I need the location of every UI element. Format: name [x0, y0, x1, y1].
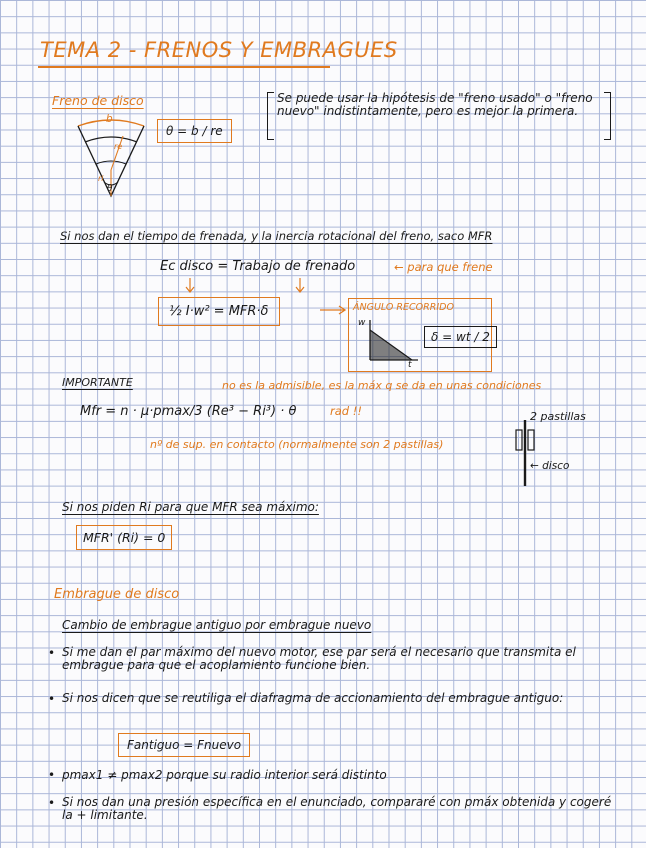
bullet-dot: •	[48, 646, 56, 660]
disco-label: ← disco	[530, 460, 570, 472]
fig-label-re: re	[114, 142, 123, 151]
ri-max-equation: MFR' (Ri) = 0	[76, 525, 172, 550]
page-title: TEMA 2 - FRENOS Y EMBRAGUES	[40, 38, 398, 62]
note-bracket-left	[267, 92, 274, 140]
freno-note: Se puede usar la hipótesis de "freno usado" o "freno nuevo" indistintamente, pero es mejor la primera.	[277, 91, 593, 118]
delta-arrow	[320, 304, 348, 316]
delta-equation-box: δ = wt / 2	[424, 326, 497, 348]
ec-note: ← para que frene	[394, 260, 493, 274]
fig-label-theta: θ	[107, 184, 113, 194]
bullet-dot: •	[48, 692, 56, 706]
embrague-heading: Embrague de disco	[54, 587, 180, 602]
note-admisible: no es la admisible, es la máx q se da en unas condiciones	[222, 379, 542, 392]
bullet-presion: Si nos dan una presión específica en el enunciado, compararé con pmáx obtenida y cogeré la + limitante.	[62, 795, 612, 822]
importante-label: IMPORTANTE	[62, 376, 133, 389]
fig-label-b: b	[106, 113, 113, 125]
bullet-diafragma: Si nos dicen que se reutiliga el diafragma de accionamiento del embrague antiguo:	[62, 691, 564, 705]
ri-max-text: Si nos piden Ri para que MFR sea máximo:	[62, 500, 319, 514]
freno-disco-heading: Freno de disco	[52, 93, 144, 108]
axis-t: t	[408, 360, 412, 370]
rad-note: rad !!	[330, 404, 362, 418]
bullet-pmax: pmax1 ≠ pmax2 porque su radio interior será distinto	[62, 768, 387, 782]
ec-arrows	[180, 277, 330, 295]
ec-line: Ec disco = Trabajo de frenado	[160, 259, 356, 274]
embrague-subheading: Cambio de embrague antiguo por embrague nuevo	[62, 618, 372, 632]
f-equation-box: Fantiguo = Fnuevo	[118, 733, 250, 757]
energy-equation-box: ½ I·w² = MFR·δ	[158, 297, 280, 326]
note-bracket-right	[604, 92, 611, 140]
bullet-par-maximo: Si me dan el par máximo del nuevo motor, ese par será el necesario que transmita el embrague para que el acoplamiento funcione bien.	[62, 645, 576, 672]
fig-label-ri: ri	[98, 174, 104, 183]
mfr-formula: Mfr = n · μ·pmax/3 (Re³ − Ri³) · θ	[80, 404, 297, 419]
bullet-dot: •	[48, 768, 56, 782]
angulo-label: ÁNGULO RECORRIDO	[353, 302, 454, 313]
pastillas-label: 2 pastillas	[530, 410, 586, 423]
frenada-intro: Si nos dan el tiempo de frenada, y la inercia rotacional del freno, saco MFR	[60, 229, 493, 243]
disc-pads-sketch	[512, 420, 542, 488]
bullet-dot: •	[48, 796, 56, 810]
axis-w: w	[358, 318, 366, 328]
note-superficies: nº de sup. en contacto (normalmente son 2 pastillas)	[150, 438, 444, 451]
title-underline	[38, 66, 330, 68]
theta-equation-box: θ = b / re	[157, 119, 232, 143]
